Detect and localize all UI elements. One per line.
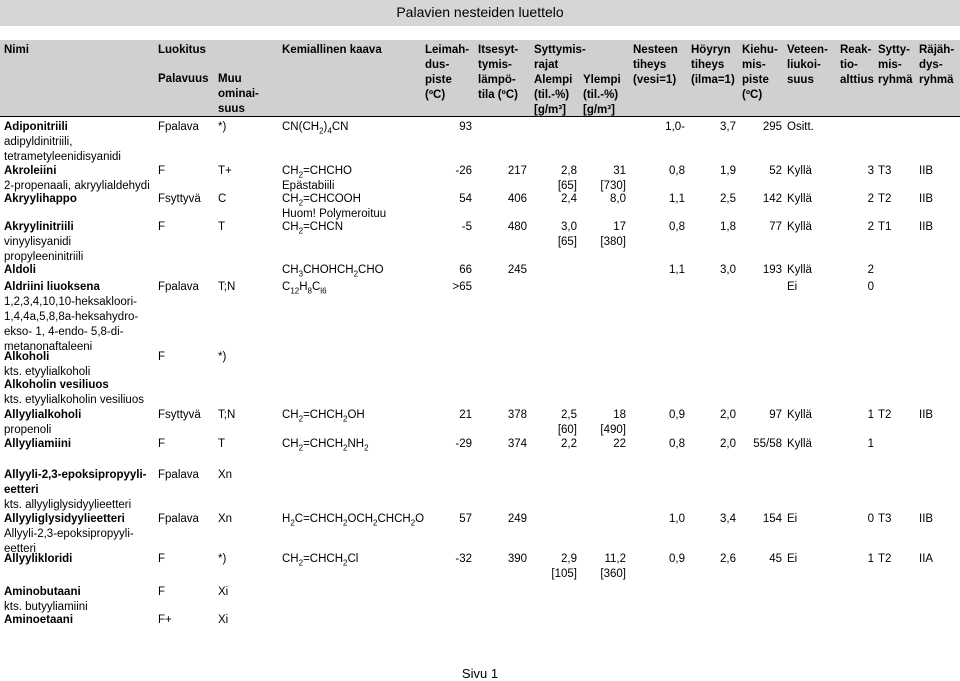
ylempi-gm3-value: [380] [600,236,626,248]
substance-name: Akryylihappo [4,193,77,205]
veteenliukoisuus-cell: Ei [787,553,798,565]
nes-value: 0,9 [669,553,685,565]
kie-value: 142 [762,193,782,205]
itse-value: 480 [507,221,527,233]
palavuus-cell: Fsyttyvä [158,409,201,421]
header-leimahduspiste: (ºC) [425,89,446,101]
chemical-formula: $CH_2=CHCHO$ [282,165,352,180]
muu-ominaisuus-cell: T;N [218,281,236,293]
nes-value: 1,1 [669,193,685,205]
itse-value: 245 [507,264,527,276]
header-alempi: Alempi [534,74,573,86]
nes-value: 1,0- [665,121,685,133]
nes-value: 0,8 [669,165,685,177]
rea-value: 0 [867,513,874,525]
header-nimi: Nimi [4,44,29,56]
header-leimahduspiste: dus- [425,59,450,71]
kie-value: 52 [769,165,782,177]
header-nesteen-tiheys: (vesi=1) [633,74,677,86]
chemical-formula: $CH_2=CHCH_2OH$ [282,409,365,424]
leim-value: -26 [455,165,472,177]
ale-value: 2,8 [561,165,577,177]
substance-name: Aminoetaani [4,614,74,626]
ylempi-gm3-value: [730] [600,180,626,192]
palavuus-cell: F [158,553,166,565]
header-kiehumispiste: mis- [742,59,766,71]
substance-name: Allyylialkoholi [4,409,82,421]
header-kiehumispiste: (ºC) [742,89,763,101]
palavuus-cell: F [158,351,166,363]
header-veteenliukoisuus: Veteen- [787,44,828,56]
substance-name: Adiponitriili [4,121,68,133]
header-luokitus: Luokitus [158,44,206,56]
veteenliukoisuus-cell: Kyllä [787,438,812,450]
header-veteenliukoisuus: suus [787,74,814,86]
hoy-value: 2,5 [720,193,736,205]
muu-ominaisuus-cell: *) [218,121,227,133]
yle-value: 11,2 [604,553,626,565]
header-palavuus: Palavuus [158,73,209,85]
header-veteenliukoisuus: liukoi- [787,59,821,71]
synonym-text: eetteri [4,543,36,555]
leim-value: 66 [459,264,472,276]
header-reaktioalttius: tio- [840,59,858,71]
ale-value: 3,0 [561,221,577,233]
synonym-text: eetteri [4,484,39,496]
palavuus-cell: Fpalava [158,281,199,293]
header-syttymisrajat: rajat [534,59,559,71]
synonym-text: ekso- 1, 4-endo- 5,8-di- [4,326,124,338]
kie-value: 193 [762,264,782,276]
yle-value: 18 [613,409,626,421]
veteenliukoisuus-cell: Kyllä [787,409,812,421]
hoy-value: 2,0 [720,409,736,421]
header-rajahdysryhma: Räjäh- [919,44,955,56]
muu-ominaisuus-cell: *) [218,553,227,565]
kie-value: 295 [762,121,782,133]
hoy-value: 3,7 [720,121,736,133]
header-ylempi: Ylempi [583,74,621,86]
rea-value: 2 [867,264,874,276]
substance-name: Akryylinitriili [4,221,74,233]
header-divider [0,116,960,117]
substance-name: Akroleiini [4,165,57,177]
header-muu-ominaisuus: suus [218,103,245,115]
syttymisryhma-cell: T2 [878,193,892,205]
header-kiehumispiste: piste [742,74,769,86]
synonym-text: adipyldinitriili, [4,136,73,148]
header-syttymisryhma: Sytty- [878,44,910,56]
substance-name: Allyyliglysidyylieetteri [4,513,125,525]
substance-name: Aminobutaani [4,586,81,598]
synonym-text: metanonaftaleeni [4,341,93,353]
substance-name: Alkoholin vesiliuos [4,379,109,391]
muu-ominaisuus-cell: Xn [218,513,233,525]
muu-ominaisuus-cell: T [218,438,226,450]
chemical-formula: $C_{12}H_8C_{l6}$ [282,281,327,296]
header-itsesyttymislampotila: tila (ºC) [478,89,518,101]
header-muu-ominaisuus: Muu [218,73,242,85]
rea-value: 1 [867,553,874,565]
header-alempi: (til.-%) [534,89,570,101]
chemical-formula: $H_2C=CHCH_2OCH_2CHCH_2O$ [282,513,425,528]
note-text: Huom! Polymeroituu [282,208,387,220]
itse-value: 378 [507,409,527,421]
header-syttymisrajat: Syttymis- [534,44,586,56]
kie-value: 55/58 [753,438,782,450]
rea-value: 3 [867,165,874,177]
header-rajahdysryhma: ryhmä [919,74,954,86]
hoy-value: 1,8 [720,221,736,233]
chemical-formula: $CN(CH_2)_4CN$ [282,121,349,136]
muu-ominaisuus-cell: C [218,193,227,205]
veteenliukoisuus-cell: Ositt. [787,121,814,133]
ale-value: 2,2 [561,438,577,450]
veteenliukoisuus-cell: Ei [787,513,798,525]
itse-value: 374 [507,438,527,450]
synonym-text: tetrametyleenidisyanidi [4,151,121,163]
alempi-gm3-value: [105] [551,568,577,580]
alempi-gm3-value: [65] [557,236,577,248]
substance-name: Aldriini liuoksena [4,281,100,293]
leim-value: >65 [452,281,472,293]
window-title: Palavien nesteiden luettelo [0,0,960,26]
synonym-text: Allyyli-2,3-epoksipropyyli- [4,528,134,540]
header-syttymisryhma: ryhmä [878,74,913,86]
header-kaava: Kemiallinen kaava [282,44,382,56]
muu-ominaisuus-cell: T [218,221,226,233]
palavuus-cell: Fpalava [158,469,199,481]
header-hoyryn-tiheys: Höyryn [691,44,731,56]
hoy-value: 1,9 [720,165,736,177]
yle-value: 22 [613,438,626,450]
chemical-formula: $CH_2=CHCOOH$ [282,193,361,208]
leim-value: -5 [461,221,472,233]
note-text: Epästabiili [282,180,335,192]
leim-value: -29 [455,438,472,450]
yle-value: 17 [613,221,626,233]
header-ylempi: [g/m³] [583,104,615,116]
header-syttymisryhma: mis- [878,59,902,71]
header-rajahdysryhma: dys- [919,59,943,71]
nes-value: 0,8 [669,221,685,233]
synonym-text: vinyylisyanidi [4,236,72,248]
kie-value: 45 [769,553,782,565]
rea-value: 2 [867,221,874,233]
synonym-text: kts. allyyliglysidyylieetteri [4,499,132,511]
syttymisryhma-cell: T3 [878,165,892,177]
kie-value: 77 [769,221,782,233]
rea-value: 0 [867,281,874,293]
nes-value: 0,8 [669,438,685,450]
header-leimahduspiste: Leimah- [425,44,470,56]
chemical-formula: $CH_2=CHCH_2NH_2$ [282,438,369,453]
leim-value: 21 [459,409,472,421]
leim-value: 57 [459,513,472,525]
palavuus-cell: F [158,586,166,598]
syttymisryhma-cell: T1 [878,221,892,233]
substance-name: Allyyliamiini [4,438,72,450]
header-itsesyttymislampotila: tymis- [478,59,512,71]
chemical-formula: $CH_2=CHCN$ [282,221,344,236]
synonym-text: 1,2,3,4,10,10-heksakloori- [4,296,137,308]
rajahdysryhma-cell: IIB [919,513,934,525]
header-hoyryn-tiheys: (ilma=1) [691,74,735,86]
kie-value: 97 [769,409,782,421]
yle-value: 31 [613,165,626,177]
leim-value: 54 [459,193,472,205]
veteenliukoisuus-cell: Kyllä [787,193,812,205]
synonym-text: propyleeninitriili [4,251,84,263]
rajahdysryhma-cell: IIB [919,221,934,233]
header-reaktioalttius: Reak- [840,44,872,56]
muu-ominaisuus-cell: T+ [218,165,232,177]
ale-value: 2,5 [561,409,577,421]
itse-value: 390 [507,553,527,565]
ale-value: 2,9 [561,553,577,565]
nes-value: 1,0 [669,513,685,525]
header-muu-ominaisuus: ominai- [218,88,259,100]
itse-value: 249 [507,513,527,525]
leim-value: -32 [455,553,472,565]
veteenliukoisuus-cell: Kyllä [787,221,812,233]
ale-value: 2,4 [561,193,577,205]
palavuus-cell: F [158,221,166,233]
header-nesteen-tiheys: Nesteen [633,44,678,56]
synonym-text: kts. etyylialkoholi [4,366,91,378]
itse-value: 406 [507,193,527,205]
palavuus-cell: F+ [158,614,172,626]
palavuus-cell: Fpalava [158,121,199,133]
substance-name: Alkoholi [4,351,50,363]
syttymisryhma-cell: T3 [878,513,892,525]
syttymisryhma-cell: T2 [878,553,892,565]
page-number: Sivu 1 [461,666,499,681]
nes-value: 0,9 [669,409,685,421]
header-itsesyttymislampotila: lämpö- [478,74,516,86]
substance-name: Allyylikloridi [4,553,73,565]
synonym-text: 2-propenaali, akryylialdehydi [4,180,150,192]
rajahdysryhma-cell: IIB [919,409,934,421]
header-itsesyttymislampotila: Itsesyt- [478,44,519,56]
muu-ominaisuus-cell: T;N [218,409,236,421]
alempi-gm3-value: [65] [557,180,577,192]
ylempi-gm3-value: [360] [600,568,626,580]
rajahdysryhma-cell: IIA [919,553,934,565]
veteenliukoisuus-cell: Kyllä [787,264,812,276]
header-kiehumispiste: Kiehu- [742,44,778,56]
synonym-text: 1,4,4a,5,8,8a-heksahydro- [4,311,139,323]
veteenliukoisuus-cell: Kyllä [787,165,812,177]
rea-value: 2 [867,193,874,205]
alempi-gm3-value: [60] [557,424,577,436]
synonym-text: kts. butyyliamiini [4,601,88,613]
kie-value: 154 [762,513,782,525]
hoy-value: 3,0 [720,264,736,276]
substance-name: Aldoli [4,264,36,276]
rea-value: 1 [867,438,874,450]
substance-name: Allyyli-2,3-epoksipropyyli- [4,469,147,481]
ylempi-gm3-value: [490] [600,424,626,436]
itse-value: 217 [507,165,527,177]
muu-ominaisuus-cell: Xi [218,614,229,626]
muu-ominaisuus-cell: Xn [218,469,233,481]
muu-ominaisuus-cell: *) [218,351,227,363]
hoy-value: 2,6 [720,553,736,565]
yle-value: 8,0 [610,193,626,205]
syttymisryhma-cell: T2 [878,409,892,421]
header-reaktioalttius: alttius [840,74,874,86]
rajahdysryhma-cell: IIB [919,193,934,205]
header-nesteen-tiheys: tiheys [633,59,667,71]
hoy-value: 2,0 [720,438,736,450]
header-ylempi: (til.-%) [583,89,619,101]
hoy-value: 3,4 [720,513,736,525]
synonym-text: propenoli [4,424,52,436]
palavuus-cell: F [158,438,166,450]
header-alempi: [g/m³] [534,104,566,116]
nes-value: 1,1 [669,264,685,276]
header-hoyryn-tiheys: tiheys [691,59,725,71]
muu-ominaisuus-cell: Xi [218,586,229,598]
chemical-formula: $CH_3CHOHCH_2CHO$ [282,264,384,279]
veteenliukoisuus-cell: Ei [787,281,798,293]
synonym-text: kts. etyylialkoholin vesiliuos [4,394,144,406]
rajahdysryhma-cell: IIB [919,165,934,177]
header-leimahduspiste: piste [425,74,452,86]
palavuus-cell: Fsyttyvä [158,193,201,205]
leim-value: 93 [459,121,472,133]
palavuus-cell: F [158,165,166,177]
rea-value: 1 [867,409,874,421]
chemical-formula: $CH_2=CHCH_2Cl$ [282,553,359,568]
palavuus-cell: Fpalava [158,513,199,525]
